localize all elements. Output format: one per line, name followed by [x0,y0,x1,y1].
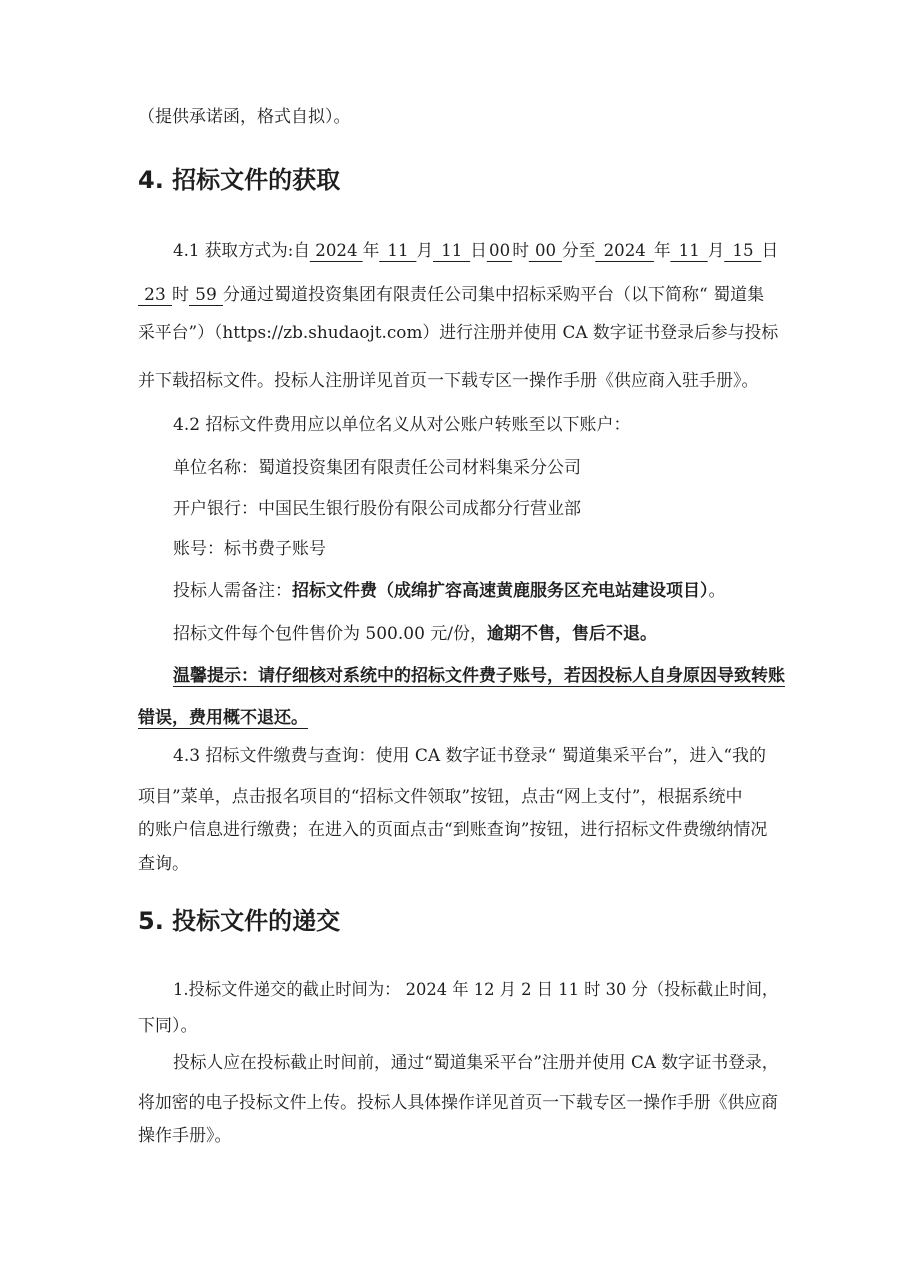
remark-label: 投标人需备注： [173,581,292,601]
start-year: 2024 [310,242,363,262]
section-5-heading: 5. 投标文件的递交 [138,907,341,935]
day-label: 日 [761,241,779,261]
bank-name: 开户银行：中国民生银行股份有限公司成都分行营业部 [173,499,581,519]
no-refund-text: 逾期不售，售后不退。 [487,624,658,644]
start-minute: 00 [529,242,562,262]
year-label: 年 [654,241,671,261]
deadline-line-1: 1.投标文件递交的截止时间为： 2024 年 12 月 2 日 11 时 30 分（投标截止时间， [173,980,779,1000]
end-day: 15 [724,242,761,262]
clause-4-1-line-4: 并下载招标文件。投标人注册详见首页一下载专区一操作手册《供应商入驻手册》。 [138,371,759,391]
submission-line-2: 将加密的电子投标文件上传。投标人具体操作详见首页一下载专区一操作手册《供应商 [138,1093,778,1113]
bidder-remark [173,581,813,601]
unit-name: 单位名称：蜀道投资集团有限责任公司材料集采分公司 [173,458,581,478]
end-month: 11 [671,242,708,262]
end-hour: 23 [138,286,172,306]
start-day: 11 [433,242,470,262]
day-label: 日 [470,241,487,261]
account-number: 账号：标书费子账号 [173,539,326,559]
warm-tip-text: 错误，费用概不退还。 [138,708,308,728]
clause-4-1-line-3: 采平台”）（https://zb.shudaojt.com）进行注册并使用 CA 数字证书登录后参与投标 [138,323,779,343]
price-line [173,624,813,644]
commitment-letter-note: （提供承诺函，格式自拟）。 [138,107,351,127]
clause-4-1-line-2 [138,285,778,306]
warm-tip-text: 温馨提示：请仔细核对系统中的招标文件费子账号，若因投标人自身原因导致转账 [173,666,785,686]
hour-label: 时 [172,285,189,305]
end-minute: 59 [189,286,223,306]
clause-4-1-line-1 [173,241,779,262]
clause-4-2: 4.2 招标文件费用应以单位名义从对公账户转账至以下账户： [173,415,631,435]
remark-value: 招标文件费（成绵扩容高速黄鹿服务区充电站建设项目） [292,581,709,601]
submission-line-1: 投标人应在投标截止时间前，通过“蜀道集采平台”注册并使用 CA 数字证书登录， [173,1053,779,1073]
end-year: 2024 [595,242,654,262]
clause-4-3-line-4: 查询。 [138,854,189,874]
remark-end: 。 [708,581,726,601]
clause-4-3-line-1: 4.3 招标文件缴费与查询：使用 CA 数字证书登录“ 蜀道集采平台”，进入“我的 [173,746,767,766]
month-label: 月 [416,241,434,261]
hour-label: 时 [512,241,529,261]
warm-tip-line-2 [138,708,778,728]
deadline-line-2: 下同）。 [138,1016,198,1036]
clause-4-1-prefix: 4.1 获取方式为:自 [173,241,311,261]
clause-4-1-text: 分通过蜀道投资集团有限责任公司集中招标采购平台（以下简称“ 蜀道集 [223,285,765,305]
start-month: 11 [379,242,416,262]
submission-line-3: 操作手册》。 [138,1126,232,1146]
year-label: 年 [362,241,380,261]
month-label: 月 [707,241,725,261]
section-4-heading: 4. 招标文件的获取 [138,166,341,194]
clause-4-3-line-3: 的账户信息进行缴费；在进入的页面点击“到账查询”按钮，进行招标文件费缴纳情况 [138,820,768,840]
minute-to-label: 分至 [562,241,596,261]
clause-4-3-line-2: 项目”菜单，点击报名项目的“招标文件领取”按钮，点击“网上支付”，根据系统中 [138,787,743,807]
start-hour: 00 [487,242,512,262]
warm-tip-line-1 [173,666,813,686]
price-text: 招标文件每个包件售价为 500.00 元/份， [173,624,488,644]
